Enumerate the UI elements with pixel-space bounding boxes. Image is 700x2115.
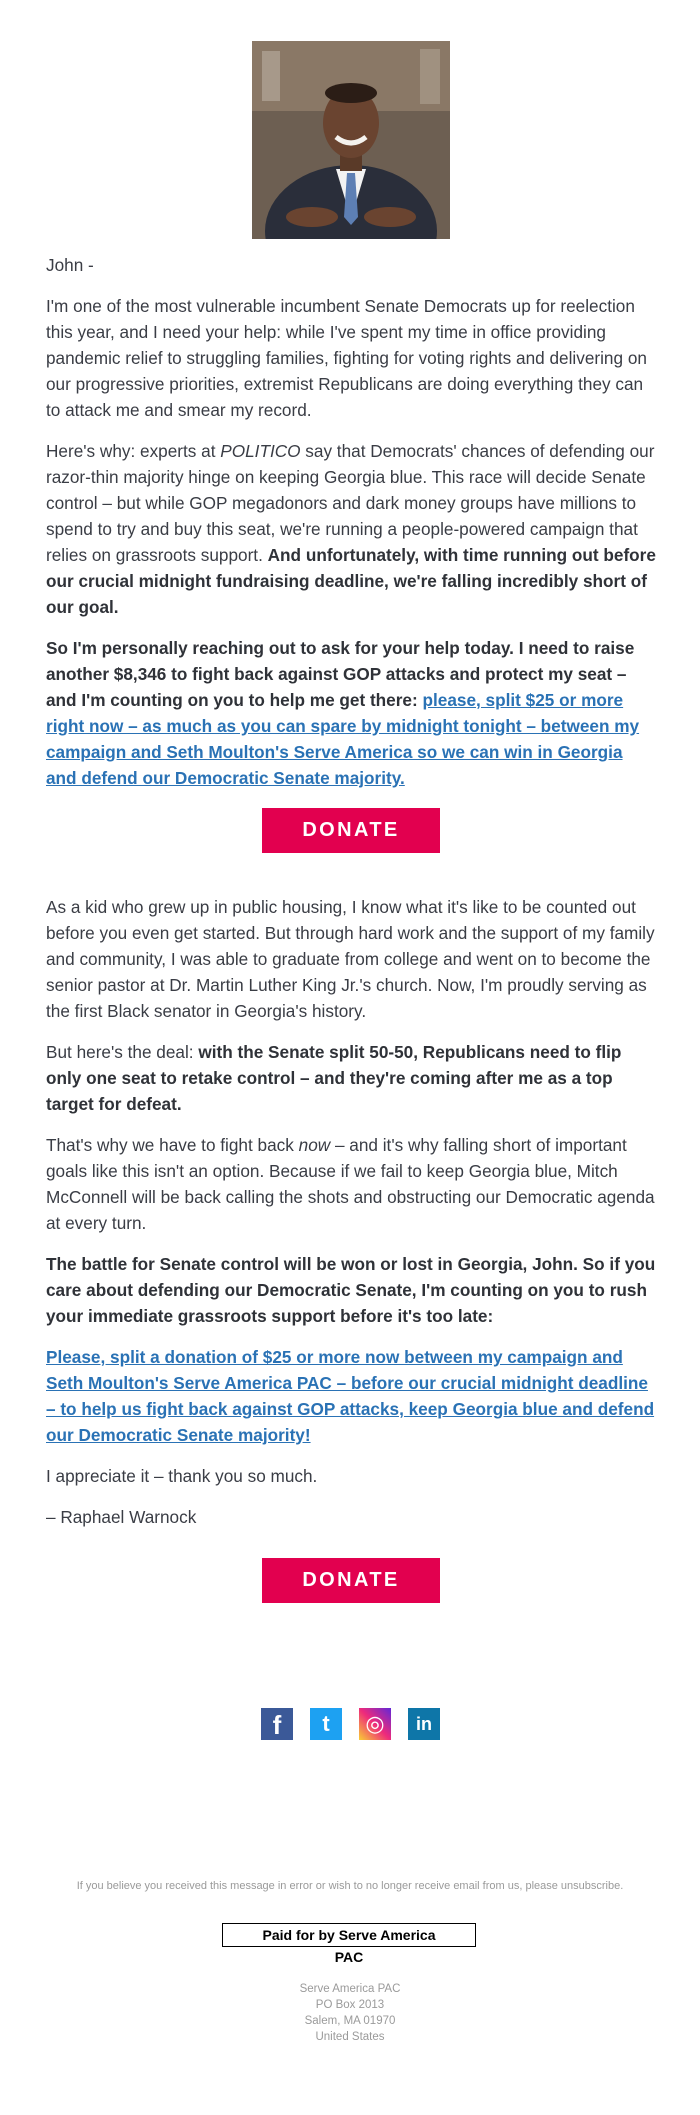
donate-button-bottom[interactable]: DONATE (262, 1558, 440, 1603)
paragraph-7-bold: The battle for Senate control will be won or lost in Georgia, John. So if you care about defending our Democratic Senate, I'm counting on you to rush your immediate grassroots support before it's too late: (46, 1254, 656, 1326)
paragraph-3 (46, 635, 656, 791)
paragraph-7 (46, 1251, 656, 1329)
politico-text: POLITICO (220, 441, 301, 461)
paragraph-2-text-a: Here's why: experts at (46, 441, 221, 461)
paragraph-3-bold: So I'm personally reaching out to ask for your help today. I need to raise another $8,346 to fight back against GOP attacks and protect my seat – and I'm counting on you to help me get there: (46, 638, 635, 710)
paragraph-5-bold: with the Senate split 50-50, Republicans need to flip only one seat to retake control – and they're coming after me as a top target for defeat. (46, 1042, 622, 1114)
paragraph-4: As a kid who grew up in public housing, I know what it's like to be counted out before you even get started. But through hard work and the support of my family and community, I was able to graduate from college and went on to become the senior pastor at Dr. Martin Luther King Jr.'s church. Now, I'm proudly serving as the first Black senator in Georgia's history. (46, 897, 655, 1021)
donate-link-bottom[interactable]: Please, split a donation of $25 or more now between my campaign and Seth Moulton's Serve America PAC – before our crucial midnight deadline – to help us fight back against GOP attacks, keep Georgia blue and defend our Democratic Senate majority! (46, 1347, 655, 1445)
closing-line: I appreciate it – thank you so much. (46, 1466, 318, 1486)
paragraph-6 (46, 1132, 656, 1236)
signature: – Raphael Warnock (46, 1507, 197, 1527)
donate-button-top[interactable]: DONATE (262, 808, 440, 853)
address-line: PO Box 2013 (315, 1999, 385, 2011)
paragraph-6-text-b: – and it's why falling short of important goals like this isn't an option. Because if we fail to keep Georgia blue, Mitch McConnell will be back calling the shots and obstructing our Democratic agenda at every turn. (46, 1135, 655, 1233)
paragraph-5-text: But here's the deal: (46, 1042, 199, 1062)
paragraph-6-text-a: That's why we have to fight back (46, 1135, 299, 1155)
paragraph-2 (46, 438, 656, 620)
address-line: Salem, MA 01970 (304, 2015, 396, 2027)
instagram-icon[interactable]: ◎ (359, 1708, 391, 1740)
address-line: Serve America PAC (299, 1983, 401, 1995)
paragraph-8 (46, 1344, 656, 1448)
paragraph-2-bold: And unfortunately, with time running out before our crucial midnight fundraising deadline, we're falling incredibly short of our goal. (46, 545, 656, 617)
twitter-icon[interactable]: t (310, 1708, 342, 1740)
paragraph-5 (46, 1039, 656, 1117)
message-content (46, 252, 656, 1545)
facebook-icon[interactable]: f (261, 1708, 293, 1740)
unsubscribe-text[interactable]: If you believe you received this message in error or wish to no longer receive email from us, please unsubscribe. (76, 1880, 624, 1892)
paragraph-6-emphasis: now (298, 1135, 331, 1155)
paid-for-disclaimer: Paid for by Serve America PAC (222, 1923, 476, 1947)
paragraph-1: I'm one of the most vulnerable incumbent Senate Democrats up for reelection this year, and I need your help: while I've spent my time in office providing pandemic relief to struggling families, fighting for voting rights and delivering on our progressive priorities, extremist Republicans are doing everything they can to attack me and smear my record. (46, 296, 647, 420)
address-line: United States (315, 2031, 385, 2043)
hero-photo (252, 41, 450, 239)
mailing-address (0, 1981, 700, 2045)
donate-link-top[interactable]: please, split $25 or more right now – as much as you can spare by midnight tonight – between my campaign and Seth Moulton's Serve America so we can win in Georgia and defend our Democratic Senate majority. (46, 690, 640, 788)
portrait-image (252, 41, 450, 239)
linkedin-icon[interactable]: in (408, 1708, 440, 1740)
paragraph-2-text-b: say that Democrats' chances of defending our razor-thin majority hinge on keeping Georgia blue. This race will decide Senate control – but while GOP megadonors and dark money groups have millions to spend to try and buy this seat, we're running a people-powered campaign that relies on grassroots support. (46, 441, 655, 565)
greeting: John - (46, 255, 94, 275)
